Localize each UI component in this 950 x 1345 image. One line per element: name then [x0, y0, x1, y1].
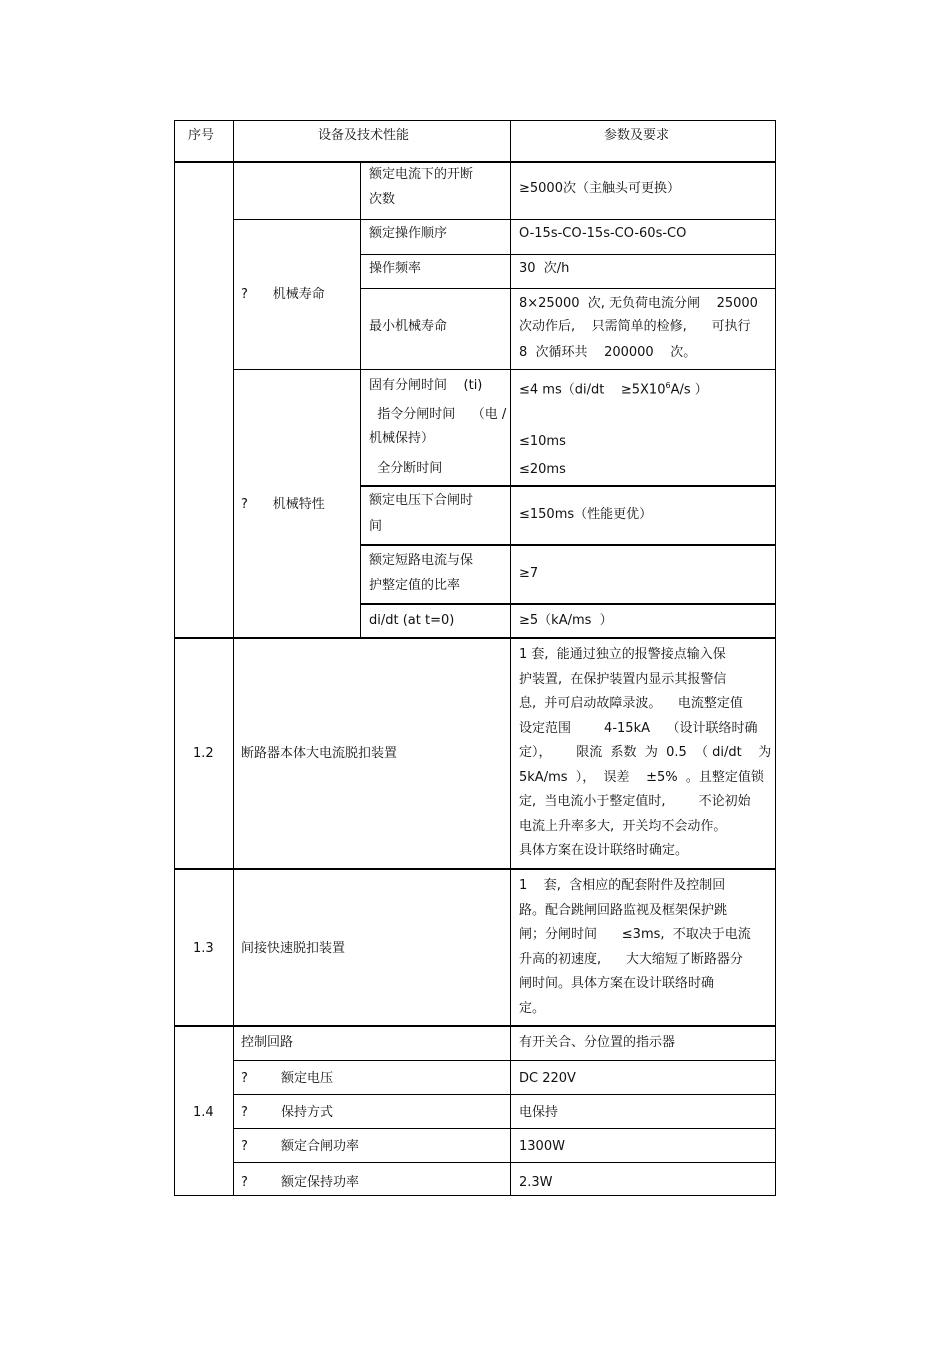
row-divider: [233, 1060, 776, 1061]
param-line: 设定范围 4-15kA （设计联络时确: [519, 720, 758, 736]
row-divider: [174, 868, 776, 870]
header-param: 参数及要求: [604, 128, 670, 143]
min-mech-life-value: 8×25000 次, 无负荷电流分闸 25000: [519, 296, 758, 311]
timing-value-ti-exponent: 6: [665, 381, 671, 390]
column-divider: [510, 120, 511, 1196]
param-line: 路。配合跳闸回路监视及框架保护跳: [519, 902, 728, 918]
row-1-3-no: 1.3: [193, 941, 214, 956]
row-1-3-params: [519, 874, 759, 1021]
sc-ratio-label: 额定短路电流与保: [369, 553, 474, 568]
table-border-top: [174, 120, 776, 121]
row-divider: [360, 288, 776, 289]
op-freq-label: 操作频率: [369, 261, 422, 276]
row-1-4-no: 1.4: [193, 1105, 214, 1120]
row-divider: [233, 219, 776, 220]
open-count-label: 额定电流下的开断: [369, 167, 474, 182]
timing-label: 指令分闸时间 （电 /: [369, 407, 507, 422]
param-line: 1 套, 含相应的配套附件及控制回: [519, 878, 726, 893]
op-seq-label: 额定操作顺序: [369, 226, 448, 241]
param-line: 定, 当电流小于整定值时, 不论初始: [519, 794, 751, 809]
param-line: 5kA/ms ）， 误差 ±5% 。且整定值锁: [519, 769, 764, 785]
param-line: 1 套, 能通过独立的报警接点输入保: [519, 647, 726, 662]
column-divider: [360, 162, 361, 638]
column-divider: [233, 120, 234, 1196]
row-divider: [174, 1025, 776, 1027]
param-line: 具体方案在设计联络时确定。: [519, 843, 689, 858]
open-count-value: ≥5000次（主触头可更换）: [519, 181, 680, 196]
table-border-right: [775, 120, 776, 1196]
header-item: 设备及技术性能: [318, 128, 410, 143]
closing-power-label: ? 额定合闸功率: [241, 1139, 359, 1154]
param-line: 闸时间。具体方案在设计联络时确: [519, 976, 715, 991]
timing-label: 全分断时间: [369, 461, 443, 476]
min-mech-life-label: 最小机械寿命: [369, 319, 448, 334]
timing-label: 机械保持）: [369, 431, 435, 446]
row-divider: [360, 485, 776, 487]
header-no: 序号: [188, 128, 215, 143]
hold-mode-value: 电保持: [519, 1105, 559, 1120]
param-line: 定。: [519, 1000, 546, 1016]
control-circuit-value: 有开关合、分位置的指示器: [519, 1035, 676, 1050]
closing-power-value: 1300W: [519, 1139, 565, 1154]
row-1-2-params: [519, 643, 772, 864]
sc-ratio-value: ≥7: [519, 566, 539, 581]
row-1-2-no: 1.2: [193, 746, 214, 761]
close-time-value: ≤150ms（性能更优）: [519, 507, 653, 522]
row-divider: [233, 369, 776, 370]
mech-life-group-label: ? 机械寿命: [241, 287, 325, 302]
param-line: 息, 并可启动故障录波。 电流整定值: [519, 696, 743, 711]
table-border-left: [174, 120, 175, 1196]
timing-value-total: ≤20ms: [519, 462, 566, 477]
row-divider: [174, 637, 776, 639]
close-time-label: 额定电压下合闸时: [369, 493, 474, 508]
rated-voltage-label: ? 额定电压: [241, 1071, 333, 1086]
open-count-label: 次数: [369, 192, 396, 207]
row-divider: [360, 544, 776, 546]
row-divider: [233, 1128, 776, 1129]
holding-power-label: ? 额定保持功率: [241, 1175, 359, 1190]
min-mech-life-value: 次动作后, 只需简单的检修, 可执行: [519, 319, 751, 334]
table-border-bottom: [174, 1195, 776, 1196]
op-freq-value: 30 次/h: [519, 261, 570, 276]
row-divider: [174, 161, 776, 163]
param-line: 定）， 限流 系数 为 0.5 （ di/dt 为: [519, 745, 772, 760]
hold-mode-label: ? 保持方式: [241, 1105, 333, 1120]
holding-power-value: 2.3W: [519, 1175, 553, 1190]
op-seq-value: O-15s-CO-15s-CO-60s-CO: [519, 226, 687, 241]
row-1-2-item: 断路器本体大电流脱扣装置: [241, 746, 398, 761]
row-divider: [360, 254, 776, 255]
row-divider: [233, 1162, 776, 1163]
rated-voltage-value: DC 220V: [519, 1071, 576, 1086]
control-circuit-label: 控制回路: [241, 1035, 294, 1050]
didt-label: di/dt (at t=0): [369, 613, 455, 628]
timing-value-ti-unit: A/s ）: [670, 382, 708, 398]
timing-label: 固有分闸时间 (ti): [369, 378, 483, 393]
param-line: 电流上升率多大, 开关均不会动作。: [519, 818, 727, 834]
didt-value: ≥5（kA/ms ）: [519, 613, 613, 628]
sc-ratio-label: 护整定值的比率: [369, 578, 461, 593]
param-line: 闸；分闸时间 ≤3ms, 不取决于电流: [519, 927, 751, 942]
param-line: 升高的初速度, 大大缩短了断路器分: [519, 951, 743, 967]
param-line: 护装置, 在保护装置内显示其报警信: [519, 671, 727, 687]
min-mech-life-value: 8 次循环共 200000 次。: [519, 345, 697, 360]
timing-value-ti: [519, 379, 708, 397]
row-divider: [360, 603, 776, 605]
timing-value-command: ≤10ms: [519, 434, 566, 449]
timing-value-ti-text: ≤4 ms（di/dt ≥5X10: [519, 382, 666, 398]
close-time-label: 间: [369, 519, 383, 534]
mech-char-group-label: ? 机械特性: [241, 497, 325, 512]
row-1-3-item: 间接快速脱扣装置: [241, 941, 346, 956]
row-divider: [233, 1094, 776, 1095]
